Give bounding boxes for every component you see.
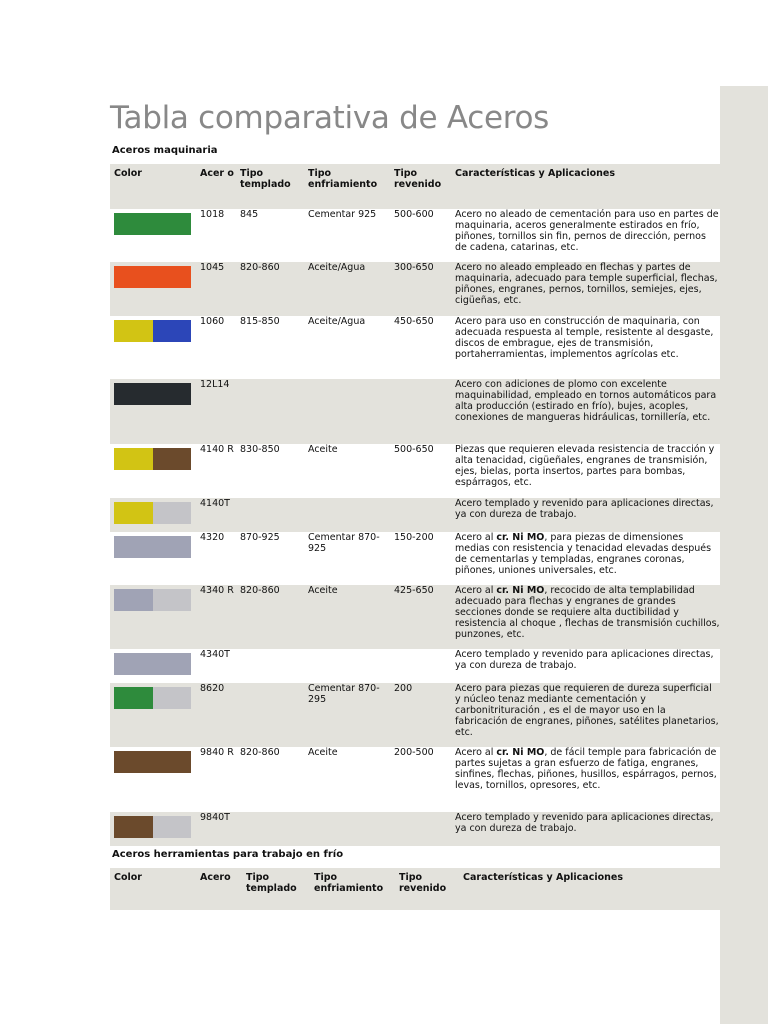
table-row [110,812,720,846]
color-swatch-part [114,448,153,470]
cell-enfriamiento [304,379,390,444]
header-enfriamiento: Tipo enfriamiento [304,164,390,209]
header-revenido: Tipo revenido [395,868,459,910]
header-revenido: Tipo revenido [390,164,451,209]
header-color: Color [110,868,196,910]
color-swatch-part [114,751,191,773]
cell-revenido: 300-650 [390,262,451,316]
table-header-row [110,164,720,209]
table-row [110,585,720,649]
cell-templado: 820-860 [236,262,304,316]
table-row [110,498,720,532]
desc-pre: Acero no aleado de cementación para uso en partes de maquinaria, aceros generalmente estirados en frío, piñones, tornillos sin fin, pernos de dirección, pernos de cadena, catarinas, etc. [455,209,719,253]
color-swatch-part [114,816,153,838]
color-swatch [114,502,191,524]
cell-templado: 820-860 [236,747,304,812]
color-swatch-part [153,320,192,342]
cell-revenido: 425-650 [390,585,451,649]
color-cell [110,209,196,262]
cell-templado: 815-850 [236,316,304,379]
color-cell [110,747,196,812]
color-swatch-part [114,320,153,342]
cell-templado: 845 [236,209,304,262]
color-swatch-part [114,687,153,709]
cell-enfriamiento: Aceite [304,444,390,498]
color-cell [110,585,196,649]
header-templado: Tipo templado [236,164,304,209]
side-strip [720,86,768,1024]
color-cell [110,812,196,846]
color-swatch-part [114,383,191,405]
color-swatch-part [114,536,191,558]
cell-revenido: 150-200 [390,532,451,585]
color-swatch-part [114,502,153,524]
color-swatch-part [153,687,192,709]
desc-post: , de fácil temple para fabricación de partes sujetas a gran esfuerzo de fatiga, engranes, sinfines, flechas, piñones, husillos, espárragos, pernos, levas, tornillos, opresores, etc. [455,747,717,791]
cell-caracteristicas [451,316,720,379]
desc-pre: Piezas que requieren elevada resistencia de tracción y alta tenacidad, cigüeñales, engranes de transmisión, ejes, bielas, porta insertos, partes para bombas, espárragos, etc. [455,444,715,488]
header-caracteristicas: Características y Aplicaciones [459,868,720,910]
cell-templado [236,812,304,846]
cell-caracteristicas [451,379,720,444]
desc-pre: Acero al [455,532,497,543]
cell-enfriamiento: Cementar 870-925 [304,532,390,585]
desc-pre: Acero templado y revenido para aplicaciones directas, ya con dureza de trabajo. [455,498,714,520]
cell-enfriamiento: Aceite/Agua [304,316,390,379]
cell-enfriamiento: Aceite/Agua [304,262,390,316]
desc-post: , recocido de alta templabilidad adecuado para flechas y engranes de grandes secciones donde se requiere alta ductibilidad y resistencia al choque , flechas de transmisión cuchillos, punzones, etc. [455,585,720,640]
table-row [110,262,720,316]
desc-pre: Acero no aleado empleado en flechas y partes de maquinaria, adecuado para temple superficial, flechas, piñones, engranes, pernos, tornillos, semiejes, ejes, cigüeñas, etc. [455,262,718,306]
cell-enfriamiento [304,498,390,532]
cell-caracteristicas [451,532,720,585]
cell-enfriamiento [304,812,390,846]
cell-acero: 12L14 [196,379,236,444]
cell-caracteristicas [451,649,720,683]
cell-templado: 820-860 [236,585,304,649]
cell-caracteristicas [451,444,720,498]
header-enfriamiento: Tipo enfriamiento [310,868,395,910]
cell-acero: 4340T [196,649,236,683]
color-cell [110,262,196,316]
table-row [110,379,720,444]
cell-revenido: 200 [390,683,451,747]
cell-acero: 8620 [196,683,236,747]
section-title-herramientas: Aceros herramientas para trabajo en frío [112,849,344,860]
header-acero: Acer o [196,164,236,209]
page-title: Tabla comparativa de Aceros [110,100,549,136]
cell-caracteristicas [451,498,720,532]
cell-acero: 4340 R [196,585,236,649]
cell-enfriamiento: Aceite [304,585,390,649]
section-title-maquinaria: Aceros maquinaria [112,145,218,156]
color-swatch-part [153,502,192,524]
table-aceros-herramientas [110,868,720,910]
cell-enfriamiento: Cementar 870-295 [304,683,390,747]
color-swatch-part [114,653,191,675]
header-acero: Acero [196,868,242,910]
desc-bold: cr. Ni MO [496,747,545,758]
cell-templado [236,683,304,747]
cell-acero: 4140T [196,498,236,532]
cell-acero: 1018 [196,209,236,262]
cell-caracteristicas [451,209,720,262]
table-row [110,683,720,747]
color-swatch [114,213,191,235]
color-cell [110,532,196,585]
cell-acero: 1060 [196,316,236,379]
color-swatch [114,383,191,405]
cell-revenido [390,498,451,532]
table-row [110,747,720,812]
cell-revenido [390,649,451,683]
color-swatch-part [153,816,192,838]
color-cell [110,649,196,683]
cell-revenido [390,379,451,444]
desc-pre: Acero al [455,747,497,758]
table-aceros-maquinaria [110,164,720,846]
color-swatch [114,266,191,288]
color-swatch-part [114,266,191,288]
cell-acero: 4140 R [196,444,236,498]
desc-pre: Acero con adiciones de plomo con excelente maquinabilidad, empleado en tornos automáticos para alta producción (estirado en frío), bujes, acoples, conexiones de mangueras hidráulicas, tornillería, etc. [455,379,717,423]
cell-revenido: 200-500 [390,747,451,812]
cell-revenido: 450-650 [390,316,451,379]
desc-bold: cr. Ni MO [496,585,545,596]
cell-caracteristicas [451,683,720,747]
cell-templado [236,498,304,532]
cell-templado: 830-850 [236,444,304,498]
color-cell [110,444,196,498]
header-templado: Tipo templado [242,868,310,910]
header-caracteristicas: Características y Aplicaciones [451,164,720,209]
cell-acero: 9840T [196,812,236,846]
cell-templado [236,649,304,683]
cell-caracteristicas [451,585,720,649]
cell-acero: 9840 R [196,747,236,812]
color-swatch [114,816,191,838]
table-row [110,316,720,379]
desc-pre: Acero al [455,585,497,596]
table-row [110,532,720,585]
cell-acero: 4320 [196,532,236,585]
desc-pre: Acero para uso en construcción de maquinaria, con adecuada respuesta al temple, resistente al desgaste, discos de embrague, ejes de transmisión, portaherramientas, implementos agrícolas etc. [455,316,714,360]
cell-enfriamiento [304,649,390,683]
color-swatch [114,536,191,558]
color-swatch-part [114,213,191,235]
color-cell [110,316,196,379]
cell-enfriamiento: Cementar 925 [304,209,390,262]
color-cell [110,379,196,444]
color-cell [110,498,196,532]
color-swatch [114,448,191,470]
desc-post: , para piezas de dimensiones medias con resistencia y tenacidad elevadas después de cementarlas y templadas, engranes coronas, piñones, uniones universales, etc. [455,532,712,576]
table-row [110,649,720,683]
color-swatch-part [114,589,153,611]
cell-caracteristicas [451,747,720,812]
color-swatch [114,589,191,611]
cell-revenido: 500-600 [390,209,451,262]
cell-caracteristicas [451,262,720,316]
color-cell [110,683,196,747]
color-swatch [114,320,191,342]
color-swatch [114,751,191,773]
desc-bold: cr. Ni MO [496,532,545,543]
header-color: Color [110,164,196,209]
cell-caracteristicas [451,812,720,846]
cell-revenido: 500-650 [390,444,451,498]
table-row [110,444,720,498]
color-swatch [114,653,191,675]
desc-pre: Acero para piezas que requieren de dureza superficial y núcleo tenaz mediante cementación y carbonitrituración , es el de mayor uso en la fabricación de engranes, piñones, satélites planetarios, etc. [455,683,719,738]
desc-pre: Acero templado y revenido para aplicaciones directas, ya con dureza de trabajo. [455,649,714,671]
cell-templado: 870-925 [236,532,304,585]
color-swatch [114,687,191,709]
table-row [110,209,720,262]
cell-revenido [390,812,451,846]
cell-acero: 1045 [196,262,236,316]
cell-enfriamiento: Aceite [304,747,390,812]
cell-templado [236,379,304,444]
table-header-row [110,868,720,910]
color-swatch-part [153,589,192,611]
color-swatch-part [153,448,192,470]
desc-pre: Acero templado y revenido para aplicaciones directas, ya con dureza de trabajo. [455,812,714,834]
